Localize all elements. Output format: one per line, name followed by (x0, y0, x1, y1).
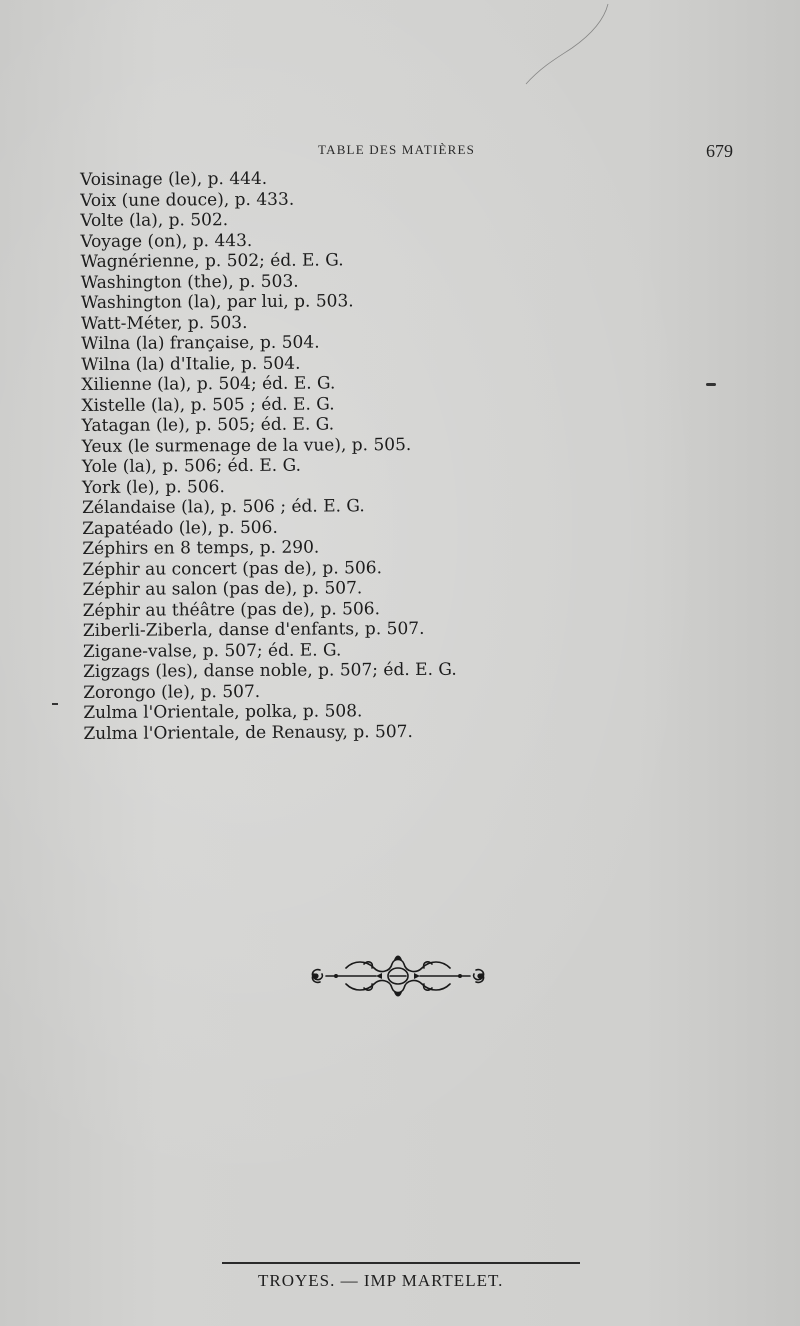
index-entry: Yatagan (le), p. 505; éd. E. G. (81, 414, 335, 436)
index-entry: Washington (la), par lui, p. 503. (80, 291, 354, 313)
ink-speck (52, 703, 58, 705)
index-entry: Voix (une douce), p. 433. (80, 189, 295, 211)
index-entry: Zulma l'Orientale, polka, p. 508. (83, 701, 363, 723)
index-entry: Wilna (la) française, p. 504. (81, 332, 320, 354)
page-number: 679 (706, 141, 733, 161)
footer-rule (222, 1262, 580, 1264)
index-entry: Wilna (la) d'Italie, p. 504. (81, 353, 301, 375)
index-entry: Zigane-valse, p. 507; éd. E. G. (82, 639, 342, 662)
index-entry: Watt-Méter, p. 503. (80, 312, 248, 334)
index-entry: Voisinage (le), p. 444. (80, 168, 268, 190)
index-entry: Ziberli-Ziberla, danse d'enfants, p. 507. (82, 618, 425, 641)
index-entry: Zélandaise (la), p. 506 ; éd. E. G. (82, 496, 365, 518)
index-entry: York (le), p. 506. (81, 476, 225, 498)
index-entry: Voyage (on), p. 443. (80, 230, 253, 252)
index-entry: Zéphir au salon (pas de), p. 507. (82, 578, 363, 600)
ink-speck (706, 383, 716, 386)
fleuron-ornament-icon (306, 950, 490, 1002)
running-title: TABLE DES MATIÈRES (318, 142, 476, 157)
index-entry: Zorongo (le), p. 507. (83, 681, 261, 703)
scratch-mark (520, 0, 620, 90)
index-entry: Zulma l'Orientale, de Renausy, p. 507. (83, 721, 413, 744)
index-entry: Xistelle (la), p. 505 ; éd. E. G. (81, 393, 335, 416)
index-entry: Zéphir au théâtre (pas de), p. 506. (82, 598, 381, 621)
index-entry: Wagnérienne, p. 502; éd. E. G. (80, 250, 344, 272)
index-entry: Yeux (le surmenage de la vue), p. 505. (81, 434, 412, 457)
printer-imprint: TROYES. — IMP MARTELET. (258, 1271, 504, 1290)
index-entry: Zéphirs en 8 temps, p. 290. (82, 537, 320, 559)
index-entry: Xilienne (la), p. 504; éd. E. G. (81, 373, 336, 395)
index-entry: Yole (la), p. 506; éd. E. G. (81, 455, 302, 477)
index-entry: Zigzags (les), danse noble, p. 507; éd. E. G. (83, 659, 457, 682)
index-entry: Zapatéado (le), p. 506. (82, 517, 278, 539)
index-entry-list (80, 168, 457, 744)
index-entry: Zéphir au concert (pas de), p. 506. (82, 557, 383, 580)
index-entry: Washington (the), p. 503. (80, 271, 299, 293)
index-entry: Volte (la), p. 502. (80, 210, 229, 231)
